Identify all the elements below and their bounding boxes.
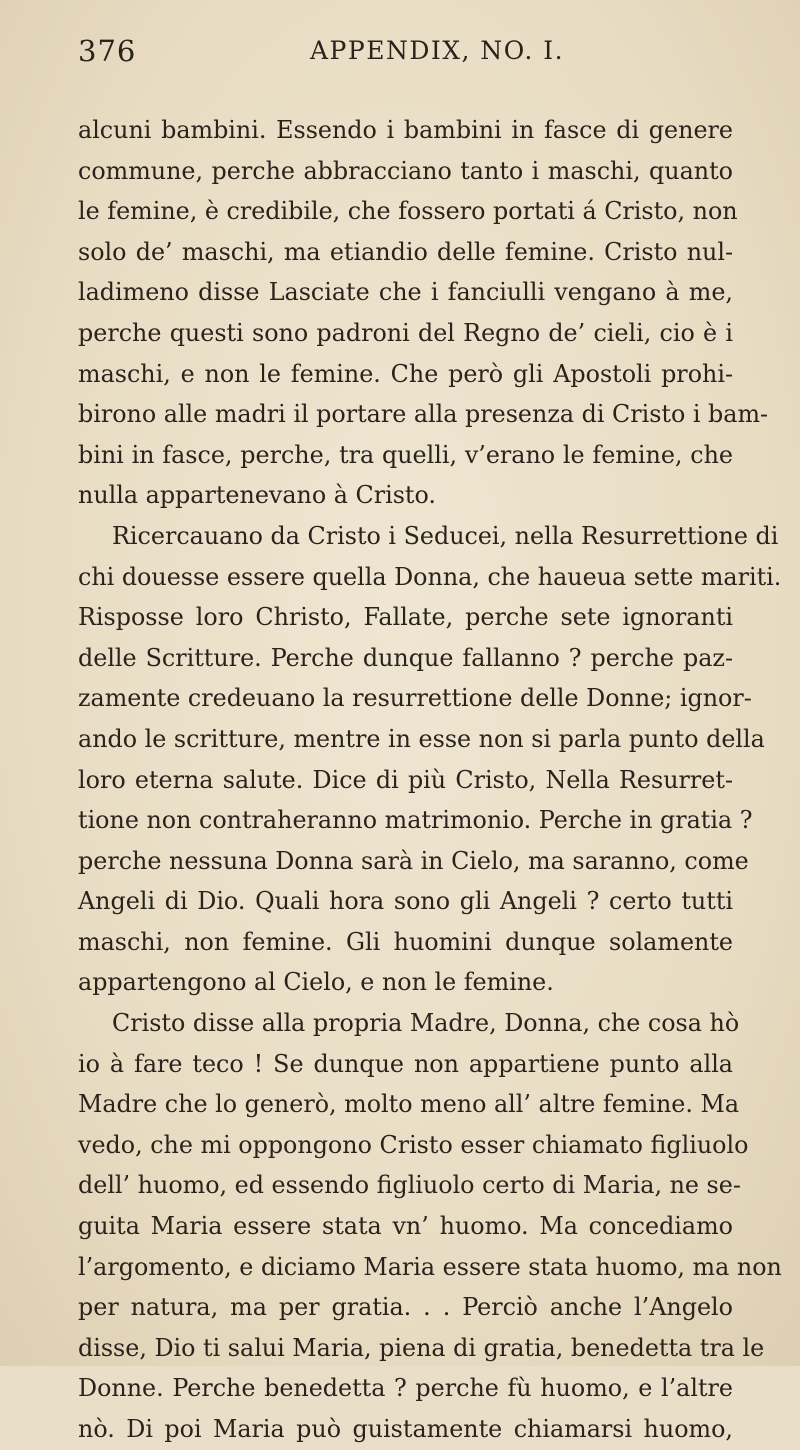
text-line: ladimeno disse Lasciate che i fanciulli vengano à me,: [78, 278, 733, 307]
text-line: nulla appartenevano à Cristo.: [78, 481, 436, 510]
text-line: l’argomento, e diciamo Maria essere stata huomo, ma non: [78, 1252, 782, 1281]
text-line: ando le scritture, mentre in esse non si parla punto della: [78, 724, 765, 753]
text-line: alcuni bambini. Essendo i bambini in fasce di genere: [78, 116, 733, 144]
text-line: io à fare teco ! Se dunque non appartiene punto alla: [78, 1049, 733, 1078]
text-line: nò. Di poi Maria può guistamente chiamarsi huomo,: [78, 1415, 733, 1443]
body-text: [78, 110, 782, 1450]
text-line: solo de’ maschi, ma etiandio delle femine. Cristo nul-: [78, 237, 733, 266]
text-line: guita Maria essere stata vn’ huomo. Ma concediamo: [78, 1212, 733, 1241]
text-line: disse, Dio ti salui Maria, piena di gratia, benedetta tra le: [78, 1333, 765, 1362]
text-line: bini in fasce, perche, tra quelli, v’erano le femine, che: [78, 440, 733, 469]
text-line: loro eterna salute. Dice di più Cristo, Nella Resurret-: [78, 765, 733, 794]
text-line: commune, perche abbracciano tanto i maschi, quanto: [78, 156, 733, 185]
text-line: chi douesse essere quella Donna, che haueua sette mariti.: [78, 562, 782, 591]
text-line: tione non contraheranno matrimonio. Perche in gratia ?: [78, 806, 753, 835]
text-line: birono alle madri il portare alla presenza di Cristo i bam-: [78, 400, 769, 429]
text-line: appartengono al Cielo, e non le femine.: [78, 968, 554, 997]
text-line: perche nessuna Donna sarà in Cielo, ma saranno, come: [78, 846, 749, 875]
text-line: maschi, non femine. Gli huomini dunque solamente: [78, 927, 733, 956]
text-line: per natura, ma per gratia. . . Perciò anche l’Angelo: [78, 1293, 733, 1322]
text-line: delle Scritture. Perche dunque fallanno ? perche paz-: [78, 643, 733, 672]
text-line: Risposse loro Christo, Fallate, perche sete ignoranti: [78, 603, 733, 632]
text-line: le femine, è credibile, che fossero portati á Cristo, non: [78, 197, 738, 226]
running-head: APPENDIX, NO. I.: [310, 36, 565, 65]
text-line: vedo, che mi oppongono Cristo esser chiamato figliuolo: [78, 1130, 749, 1159]
paragraph-start-line: Cristo disse alla propria Madre, Donna, che cosa hò: [112, 1009, 740, 1038]
page-number: 376: [78, 34, 137, 68]
text-line: Donne. Perche benedetta ? perche fù huomo, e l’altre: [78, 1374, 733, 1403]
paragraph-start-line: Ricercauano da Cristo i Seducei, nella Resurrettione di: [112, 521, 779, 550]
text-line: dell’ huomo, ed essendo figliuolo certo di Maria, ne se-: [78, 1171, 741, 1200]
text-line: zamente credeuano la resurrettione delle Donne; ignor-: [78, 684, 752, 713]
text-line: Madre che lo generò, molto meno all’ altre femine. Ma: [78, 1090, 740, 1119]
text-line: Angeli di Dio. Quali hora sono gli Angeli ? certo tutti: [78, 887, 733, 916]
text-line: perche questi sono padroni del Regno de’ cieli, cio è i: [78, 318, 733, 347]
page-header: [78, 34, 740, 78]
text-line: maschi, e non le femine. Che però gli Apostoli prohi-: [78, 359, 733, 388]
